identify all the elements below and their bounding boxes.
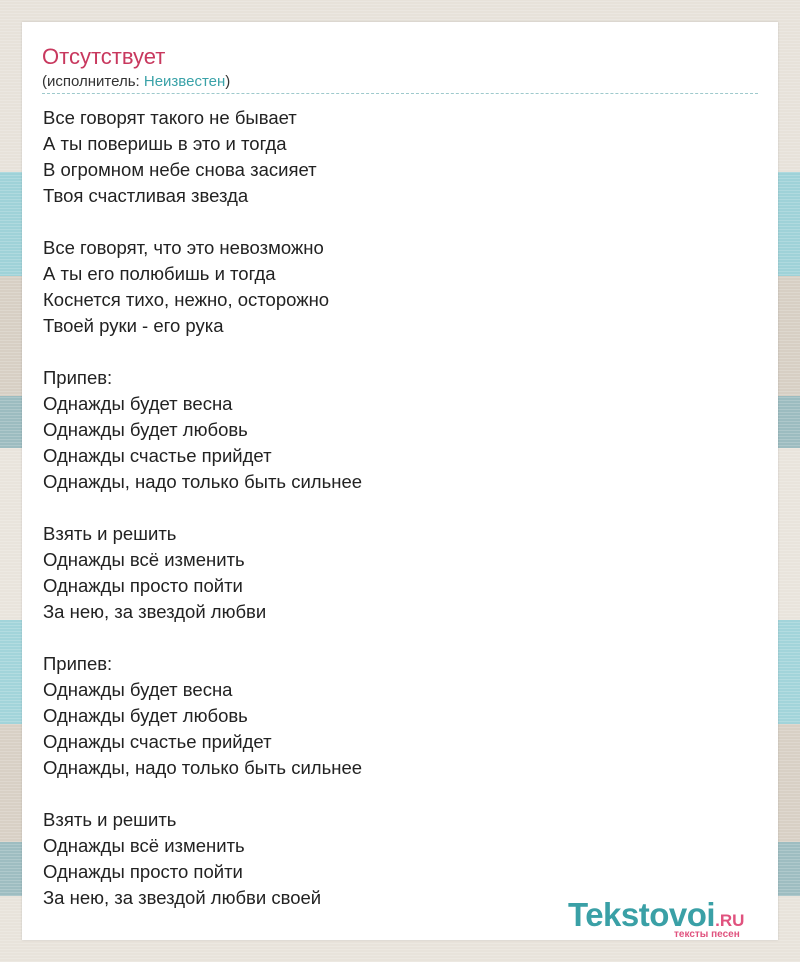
- lyric-line: Однажды, надо только быть сильнее: [43, 757, 363, 778]
- lyric-line: В огромном небе снова засияет: [43, 159, 317, 180]
- lyric-line: Однажды просто пойти: [43, 861, 243, 882]
- title-divider: [42, 93, 758, 94]
- stanza-gap: [43, 339, 743, 365]
- lyric-line: Твоя счастливая звезда: [43, 185, 249, 206]
- logo-tagline: тексты песен: [674, 929, 740, 940]
- logo-tld: .RU: [715, 911, 745, 930]
- lyric-line: Однажды всё изменить: [43, 549, 245, 570]
- lyric-line: Взять и решить: [43, 809, 177, 830]
- lyric-line: Взять и решить: [43, 523, 177, 544]
- artist-link[interactable]: Неизвестен: [143, 73, 226, 90]
- artist-prefix: (исполнитель:: [42, 73, 144, 90]
- stanza-gap: [43, 781, 743, 807]
- lyric-line: Однажды счастье прийдет: [43, 731, 272, 752]
- lyric-line: Однажды будет любовь: [43, 419, 248, 440]
- lyric-line: Припев:: [43, 653, 113, 674]
- lyric-line: А ты его полюбишь и тогда: [43, 263, 276, 284]
- lyric-line: Однажды будет весна: [43, 679, 233, 700]
- stanza-gap: [43, 625, 743, 651]
- lyric-line: Однажды будет любовь: [43, 705, 248, 726]
- lyric-line: Однажды счастье прийдет: [43, 445, 272, 466]
- lyric-line: Все говорят, что это невозможно: [43, 237, 324, 258]
- lyric-line: Припев:: [43, 367, 113, 388]
- lyric-line: За нею, за звездой любви: [43, 601, 267, 622]
- lyric-line: Все говорят такого не бывает: [43, 107, 297, 128]
- artist-suffix: ): [225, 73, 231, 90]
- lyric-line: Однажды просто пойти: [43, 575, 243, 596]
- song-artist-line: [42, 73, 230, 91]
- lyrics-card: [22, 22, 778, 940]
- stanza-gap: [43, 495, 743, 521]
- lyrics-text: [43, 105, 743, 911]
- lyric-line: Коснется тихо, нежно, осторожно: [43, 289, 330, 310]
- lyric-line: За нею, за звездой любви своей: [43, 887, 322, 908]
- lyric-line: А ты поверишь в это и тогда: [43, 133, 287, 154]
- song-title: Отсутствует: [42, 44, 166, 69]
- site-logo[interactable]: [568, 898, 778, 938]
- lyric-line: Однажды всё изменить: [43, 835, 245, 856]
- lyric-line: Однажды, надо только быть сильнее: [43, 471, 363, 492]
- stanza-gap: [43, 209, 743, 235]
- logo-brand: Tekstovoi: [568, 896, 716, 933]
- lyric-line: Однажды будет весна: [43, 393, 233, 414]
- lyric-line: Твоей руки - его рука: [43, 315, 224, 336]
